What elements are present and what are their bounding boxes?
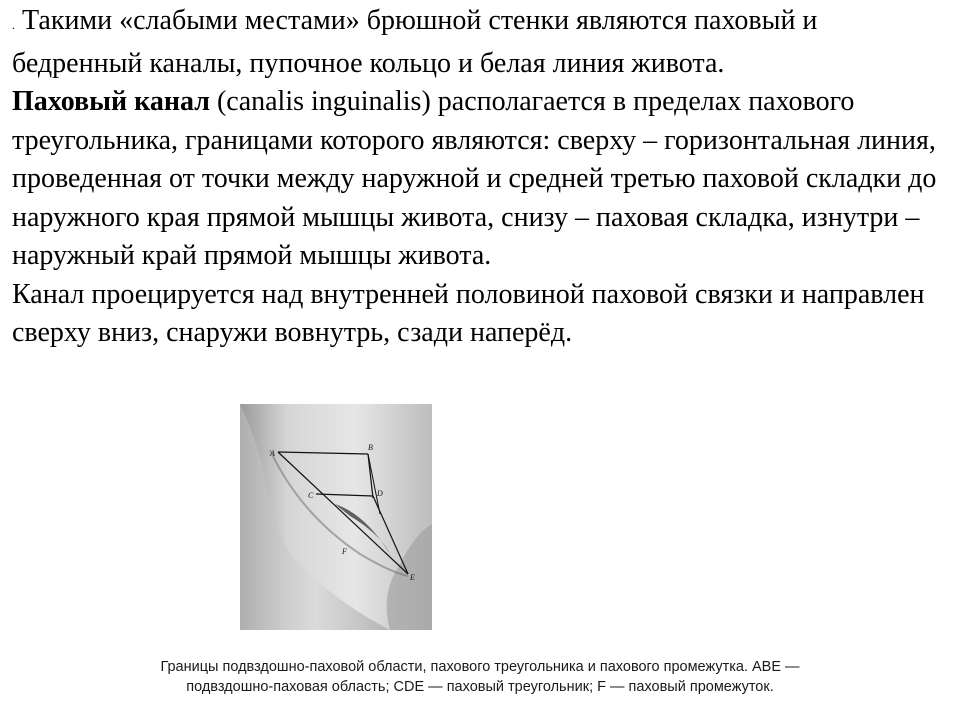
- paragraph-marker: .: [12, 18, 15, 32]
- label-a: A: [270, 449, 275, 458]
- paragraph-inguinal-canal-text: (canalis inguinalis) располагается в пределах пахового треугольника, границами которого являются: сверху – горизонтальная линия, проведенная от точки между наружной и средней третью паховой складки до наружного края прямой мышцы живота, снизу – паховая складка, изнутри – наружный край прямой мышцы живота.: [12, 86, 937, 271]
- anatomy-figure: [240, 404, 432, 630]
- inguinal-region-illustration: [240, 404, 432, 630]
- label-b: B: [368, 443, 373, 452]
- figure-caption: [30, 657, 930, 697]
- label-f: F: [342, 547, 347, 556]
- label-d: D: [377, 489, 383, 498]
- main-text: [12, 2, 952, 353]
- label-e: E: [410, 573, 415, 582]
- caption-line-1: Границы подвздошно-паховой области, пахового треугольника и пахового промежутка. ABE —: [160, 659, 800, 675]
- paragraph-weak-spots-text: Такими «слабыми местами» брюшной стенки являются паховый и бедренный каналы, пупочное кольцо и белая линия живота.: [12, 5, 818, 79]
- label-c: C: [308, 491, 314, 500]
- term-inguinal-canal: Паховый канал: [12, 86, 210, 117]
- paragraph-inguinal-canal: [12, 83, 952, 276]
- paragraph-weak-spots: [12, 2, 952, 83]
- paragraph-canal-projection: Канал проецируется над внутренней половиной паховой связки и направлен сверху вниз, снаружи вовнутрь, сзади наперёд.: [12, 278, 925, 348]
- caption-line-2: подвздошно-паховая область; CDE — паховый треугольник; F — паховый промежуток.: [186, 679, 774, 695]
